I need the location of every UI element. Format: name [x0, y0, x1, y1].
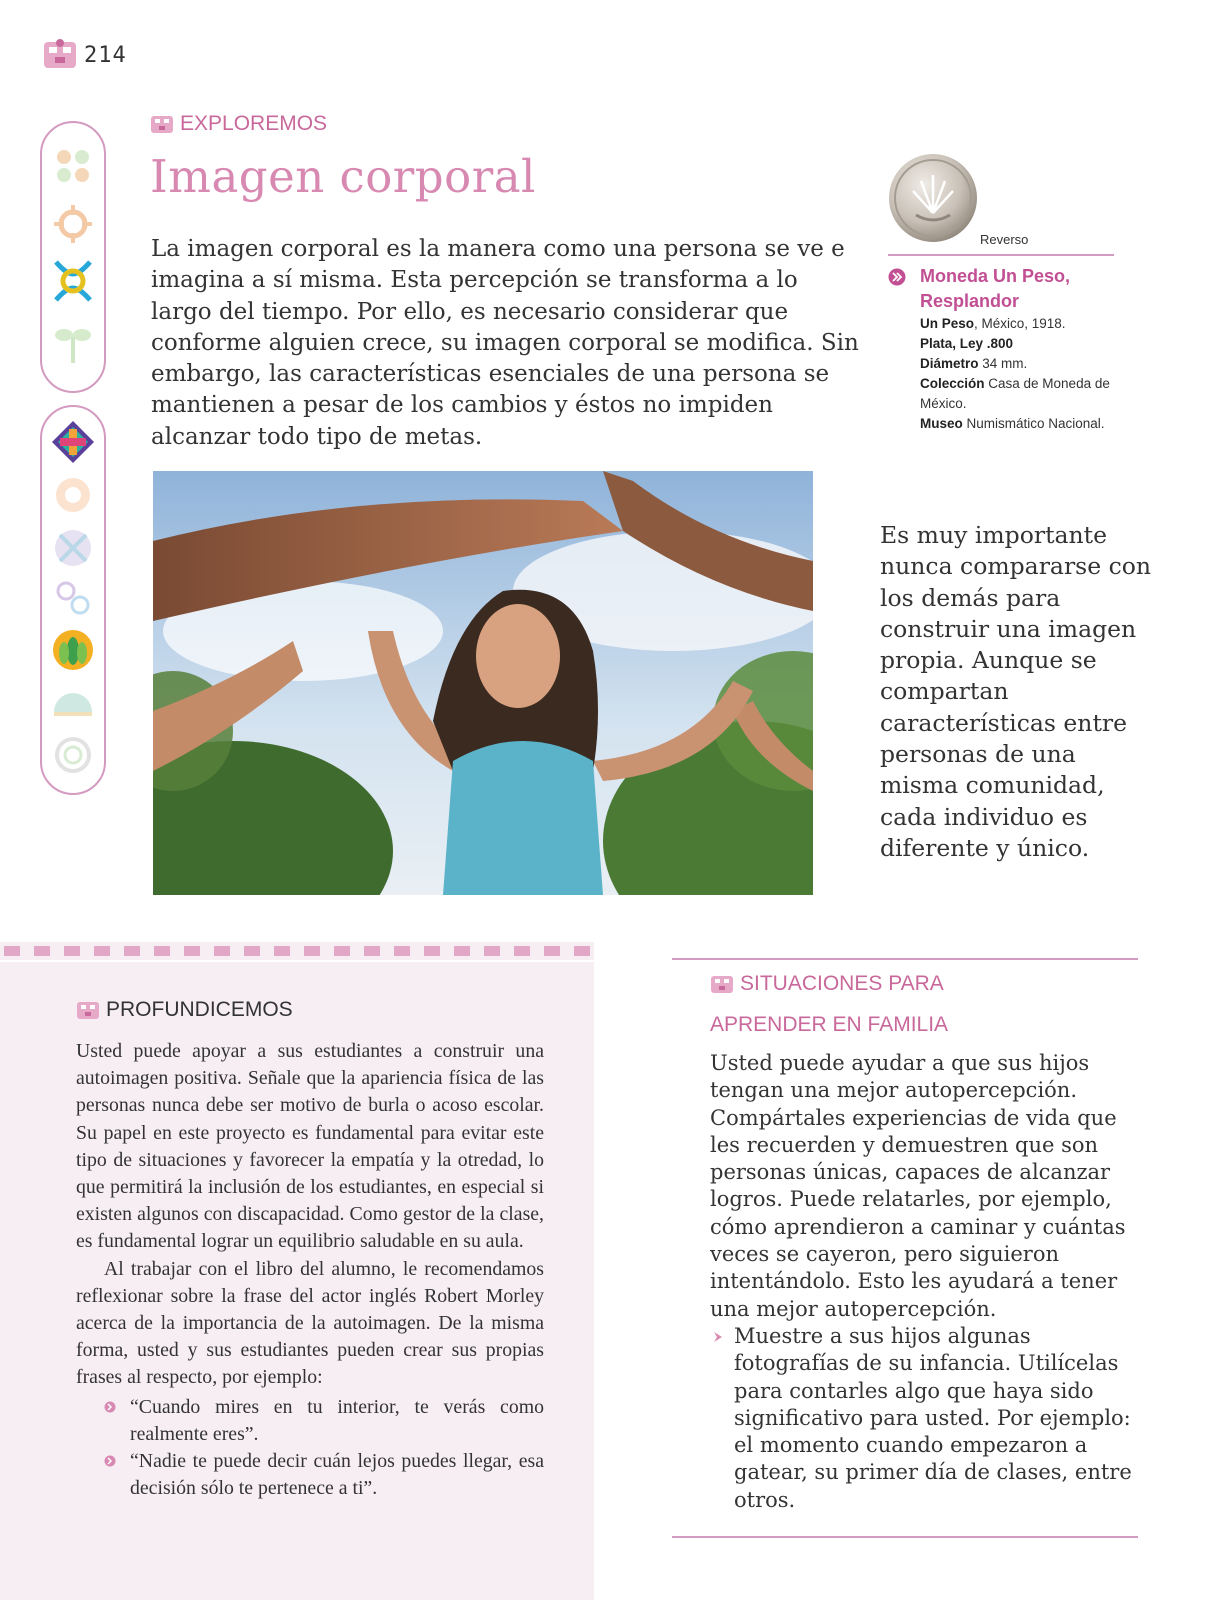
list-item: “Nadie te puede decir cuán lejos puedes llegar, esa decisión sólo te pertenece a ti”.: [76, 1448, 544, 1502]
linked-circles-icon: [50, 575, 96, 621]
chevron-right-icon: [712, 1331, 724, 1343]
diamond-cross-icon: [50, 419, 96, 465]
family-paragraph: Usted puede ayudar a que sus hijos tengan una mejor autopercepción. Compártales experiencias de vida que les recuerden y demuestren que son personas únicas, capaces de alcanzar logros. Puede relatarles, por ejemplo, cómo aprendieron a caminar y cuántas veces se cayeron, pero siguieron intentándolo. Esto les ayudará a tener una mejor autopercepción.: [710, 1051, 1126, 1321]
side-note-text: Es muy importante nunca compararse con los demás para construir una imagen propia. Aunque se compartan características entre personas de una misma comunidad, cada individuo es diferente y único.: [880, 521, 1152, 862]
page-header: [42, 38, 127, 72]
interlocked-rings-icon: [50, 256, 96, 306]
decorative-border: [0, 942, 594, 960]
ornate-glyph-icon: [76, 999, 100, 1021]
page-number: 214: [84, 42, 127, 68]
silver-coin-image: [888, 153, 978, 243]
list-item: “Cuando mires en tu interior, te verás como realmente eres”.: [76, 1394, 544, 1448]
spiral-icon: [50, 472, 96, 518]
earth-dome-icon: [50, 682, 96, 728]
ornate-glyph-icon: [150, 113, 174, 135]
sun-swirl-icon: [50, 201, 96, 247]
ornate-glyph-icon: [42, 38, 78, 72]
ornate-glyph-icon: [710, 973, 734, 995]
coin-details: Un Peso, México, 1918. Plata, Ley .800 Diámetro 34 mm. Colección Casa de Moneda de México. Museo Numismático Nacional.: [920, 316, 1110, 431]
leaf-circle-icon: [50, 143, 96, 189]
coin-caption: Reverso: [980, 232, 1029, 247]
lotus-icon: [50, 627, 96, 673]
deepen-paragraph-2: Al trabajar con el libro del alumno, le recomendamos reflexionar sobre la frase del actor inglés Robert Morley acerca de la importancia de la autoimagen. De la misma forma, usted y sus estudiantes pueden crear sus propias frases al respecto, por ejemplo:: [76, 1257, 544, 1389]
divider: [888, 254, 1114, 256]
sidebar-topics-group: [40, 405, 106, 795]
deepen-body: [76, 1038, 544, 1502]
crossed-square-icon: [50, 525, 96, 571]
list-item: Muestre a sus hijos algunas fotografías de su infancia. Utilícelas para contarles algo que haya sido significativo para usted. Por ejemplo: el momento cuando empezaron a gatear, su primer día de clases, entre otros.: [710, 1323, 1140, 1514]
sprout-icon: [50, 317, 96, 367]
family-section-label-line2: APRENDER EN FAMILIA: [710, 1013, 949, 1036]
chevron-circle-icon: [888, 268, 906, 286]
girl-with-raised-hands-photo: [153, 471, 813, 895]
divider: [672, 1536, 1138, 1538]
ring-icon: [50, 732, 96, 778]
family-section-label: SITUACIONES PARA: [710, 972, 944, 996]
explore-section-label: EXPLOREMOS: [150, 112, 327, 136]
divider: [672, 958, 1138, 960]
deepen-section-label: PROFUNDICEMOS: [76, 998, 293, 1022]
deepen-paragraph-1: Usted puede apoyar a sus estudiantes a construir una autoimagen positiva. Señale que la apariencia física de las personas nunca debe ser motivo de burla o acoso escolar. Su papel en este proyecto es fundamental para evitar este tipo de situaciones y favorecer la empatía y la otredad, lo que permitirá la inclusión de los estudiantes, en especial si existen algunos con discapacidad. Como gestor de la clase, es fundamental lograr un equilibrio saludable en su aula.: [76, 1040, 544, 1253]
quote-list: [76, 1394, 544, 1503]
chevron-circle-icon: [104, 1455, 116, 1467]
page-title: Imagen corporal: [150, 150, 536, 203]
family-body: [710, 1050, 1140, 1514]
chevron-circle-icon: [104, 1401, 116, 1413]
sidebar-fields-group: [40, 121, 106, 393]
coin-title: Moneda Un Peso, Resplandor: [920, 266, 1071, 311]
intro-paragraph: La imagen corporal es la manera como una persona se ve e imagina a sí misma. Esta percepción se transforma a lo largo del tiempo. Por ello, es necesario considerar que conforme alguien crece, su imagen corporal se modifica. Sin embargo, las características esenciales de una persona se mantienen a pesar de los cambios y éstos no impiden alcanzar todo tipo de metas.: [151, 236, 859, 450]
